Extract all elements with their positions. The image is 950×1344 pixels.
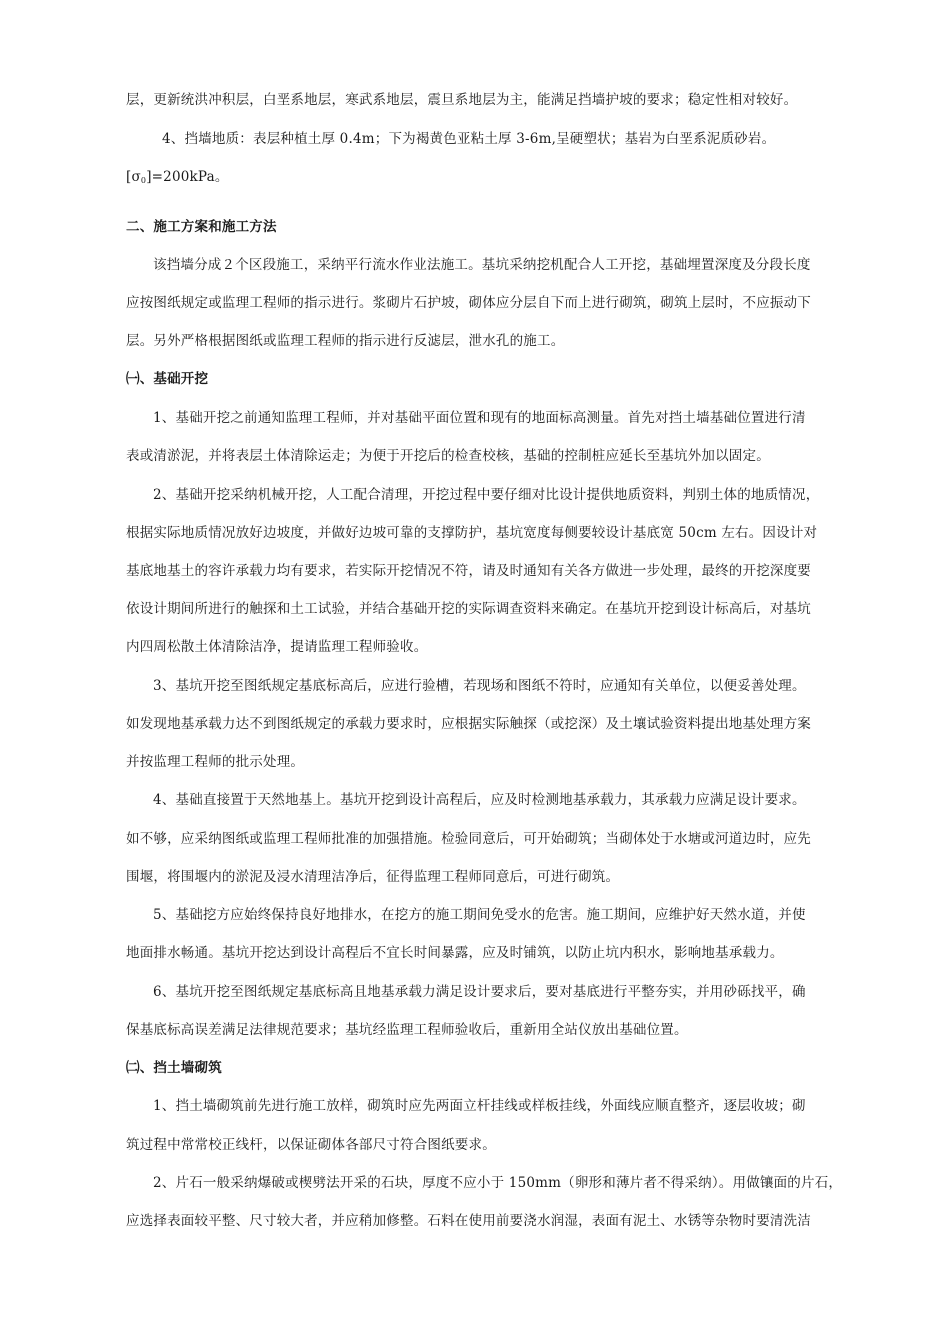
text-line: 围堰，将围堰内的淤泥及浸水清理洁净后，征得监理工程师同意后，可进行砌筑。 bbox=[126, 869, 620, 885]
text-line: 3、基坑开挖至图纸规定基底标高后，应进行验槽，若现场和图纸不符时，应通知有关单位，以便妥善处理。 bbox=[153, 678, 806, 694]
text-line: 层，更新统洪冲积层，白垩系地层，寒武系地层，震旦系地层为主，能满足挡墙护坡的要求；稳定性相对较好。 bbox=[126, 92, 798, 108]
text-line: 内四周松散土体清除洁净，提请监理工程师验收。 bbox=[126, 639, 428, 655]
text-line: 如不够，应采纳图纸或监理工程师批准的加强措施。检验同意后，可开始砌筑；当砌体处于水塘或河道边时，应先 bbox=[126, 831, 811, 847]
text-line: 该挡墙分成２个区段施工，采纳平行流水作业法施工。基坑采纳挖机配合人工开挖，基础埋置深度及分段长度 bbox=[153, 257, 811, 273]
text-line: 基底地基土的容许承载力均有要求，若实际开挖情况不符，请及时通知有关各方做进一步处理，最终的开挖深度要 bbox=[126, 563, 811, 579]
text-line: 保基底标高误差满足法律规范要求；基坑经监理工程师验收后，重新用全站仪放出基础位置。 bbox=[126, 1022, 688, 1038]
text-line: 2、片石一般采纳爆破或楔劈法开采的石块，厚度不应小于 150mm（卵形和薄片者不得采纳）。用做镶面的片石， bbox=[153, 1175, 843, 1191]
text-line: 4、基础直接置于天然地基上。基坑开挖到设计高程后，应及时检测地基承载力，其承载力应满足设计要求。 bbox=[153, 792, 806, 808]
subsection-heading: ㈠、基础开挖 bbox=[126, 371, 209, 387]
subsection-heading: ㈡、挡土墙砌筑 bbox=[126, 1060, 222, 1076]
text-line: 表或清淤泥，并将表层土体清除运走；为便于开挖后的检查校核，基础的控制桩应延长至基坑外加以固定。 bbox=[126, 448, 770, 464]
text-line: 根据实际地质情况放好边坡度，并做好边坡可靠的支撑防护，基坑宽度每侧要较设计基底宽 50cm 左右。因设计对 bbox=[126, 525, 818, 541]
formula-line: $[\sigma_0]=200kPa$。 bbox=[126, 169, 229, 185]
text-line: 地面排水畅通。基坑开挖达到设计高程后不宜长时间暴露，应及时铺筑，以防止坑内积水，影响地基承载力。 bbox=[126, 945, 784, 961]
section-heading: 二、施工方案和施工方法 bbox=[126, 219, 277, 235]
text-line: 层。另外严格根据图纸或监理工程师的指示进行反滤层，泄水孔的施工。 bbox=[126, 333, 565, 349]
text-line: 应选择表面较平整、尺寸较大者，并应稍加修整。石料在使用前要浇水润湿，表面有泥土、水锈等杂物时要清洗洁 bbox=[126, 1213, 811, 1229]
text-line: 如发现地基承载力达不到图纸规定的承载力要求时，应根据实际触探（或挖深）及土壤试验资料提出地基处理方案 bbox=[126, 716, 811, 732]
text-line: 筑过程中常常校正线杆，以保证砌体各部尺寸符合图纸要求。 bbox=[126, 1137, 496, 1153]
text-line: 4、挡墙地质：表层种植土厚 0.4m；下为褐黄色亚粘土厚 3-6m,呈硬塑状；基岩为白垩系泥质砂岩。 bbox=[162, 131, 776, 147]
text-line: 6、基坑开挖至图纸规定基底标高且地基承载力满足设计要求后，要对基底进行平整夯实，并用砂砾找平，确 bbox=[153, 984, 806, 1000]
text-line: 依设计期间所进行的触探和土工试验，并结合基础开挖的实际调查资料来确定。在基坑开挖到设计标高后，对基坑 bbox=[126, 601, 811, 617]
text-line: 2、基础开挖采纳机械开挖，人工配合清理，开挖过程中要仔细对比设计提供地质资料，判别土体的地质情况， bbox=[153, 487, 820, 503]
text-line: 1、基础开挖之前通知监理工程师，并对基础平面位置和现有的地面标高测量。首先对挡土墙基础位置进行清 bbox=[153, 410, 806, 426]
text-line: 应按图纸规定或监理工程师的指示进行。浆砌片石护坡，砌体应分层自下而上进行砌筑，砌筑上层时，不应振动下 bbox=[126, 295, 811, 311]
text-line: 1、挡土墙砌筑前先进行施工放样，砌筑时应先两面立杆挂线或样板挂线，外面线应顺直整齐，逐层收坡；砌 bbox=[153, 1098, 806, 1114]
text-line: 5、基础挖方应始终保持良好地排水，在挖方的施工期间免受水的危害。施工期间，应维护好天然水道，并使 bbox=[153, 907, 806, 923]
text-line: 并按监理工程师的批示处理。 bbox=[126, 754, 305, 770]
